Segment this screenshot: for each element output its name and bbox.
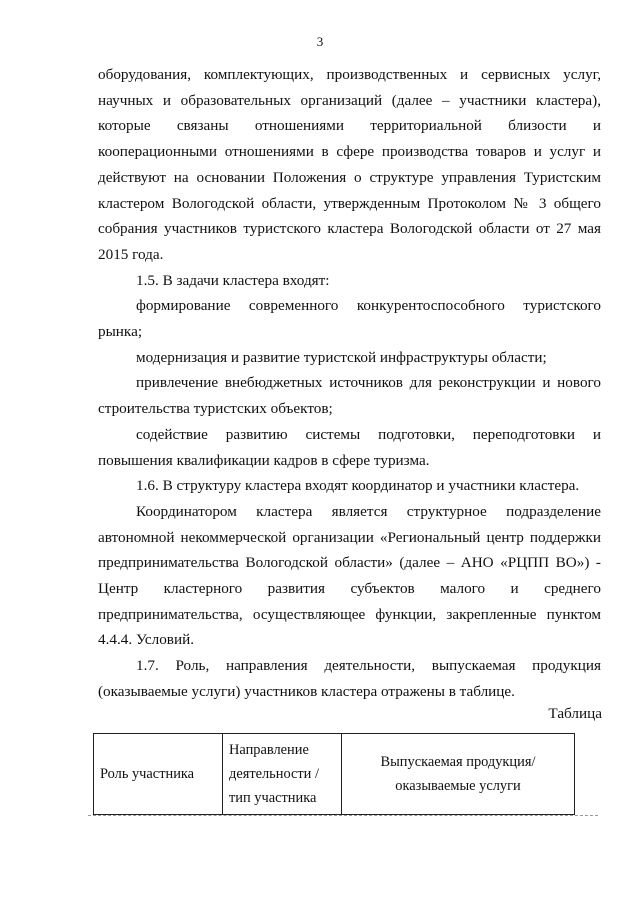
paragraph-task-investment: привлечение внебюджетных источников для реконструкции и нового строительства туристских объектов;: [98, 374, 601, 418]
paragraph-1-6: 1.6. В структуру кластера входят координатор и участники кластера.: [136, 477, 580, 495]
paragraph-continuation: оборудования, комплектующих, производственных и сервисных услуг, научных и образовательных организаций (далее – участники кластера), которые связаны отношениями территориальной близости и кооперационными отношениями в сфере производства товаров и услуг и действуют на основании Положения о структуре управления Туристским кластером Вологодской области, утвержденным Протоколом № 3 общего собрания участников туристского кластера Вологодской области от 27 мая 2015 года.: [98, 66, 601, 263]
paragraph-1-7: 1.7. Роль, направления деятельности, выпускаемая продукция (оказываемые услуги) участников кластера отражены в таблице.: [98, 657, 601, 700]
paragraph-coordinator: Координатором кластера является структурное подразделение автономной некоммерческой организации «Региональный центр поддержки предпринимательства Вологодской области» (далее – АНО «РЦПП ВО») - Центр кластерного развития субъектов малого и среднего предпринимательства, осуществляющее функции, закрепленные пунктом 4.4.4. Условий.: [98, 502, 601, 649]
paragraph-task-market: формирование современного конкурентоспособного туристского рынка;: [98, 297, 601, 341]
page-number: 3: [316, 34, 324, 49]
header-activity: Направление деятельности / тип участника: [223, 734, 342, 815]
body-text: [98, 62, 601, 705]
page-cut-line: [88, 815, 598, 816]
table-header-row: [94, 734, 575, 815]
paragraph-task-training: содействие развитию системы подготовки, переподготовки и повышения квалификации кадров в сфере туризма.: [98, 425, 601, 469]
paragraph-task-infrastructure: модернизация и развитие туристской инфраструктуры области;: [136, 348, 547, 366]
table-caption: Таблица: [548, 705, 602, 722]
participants-table: [93, 733, 575, 815]
header-products: Выпускаемая продукция/оказываемые услуги: [342, 734, 575, 815]
header-role: Роль участника: [94, 734, 223, 815]
paragraph-1-5: 1.5. В задачи кластера входят:: [136, 271, 330, 289]
